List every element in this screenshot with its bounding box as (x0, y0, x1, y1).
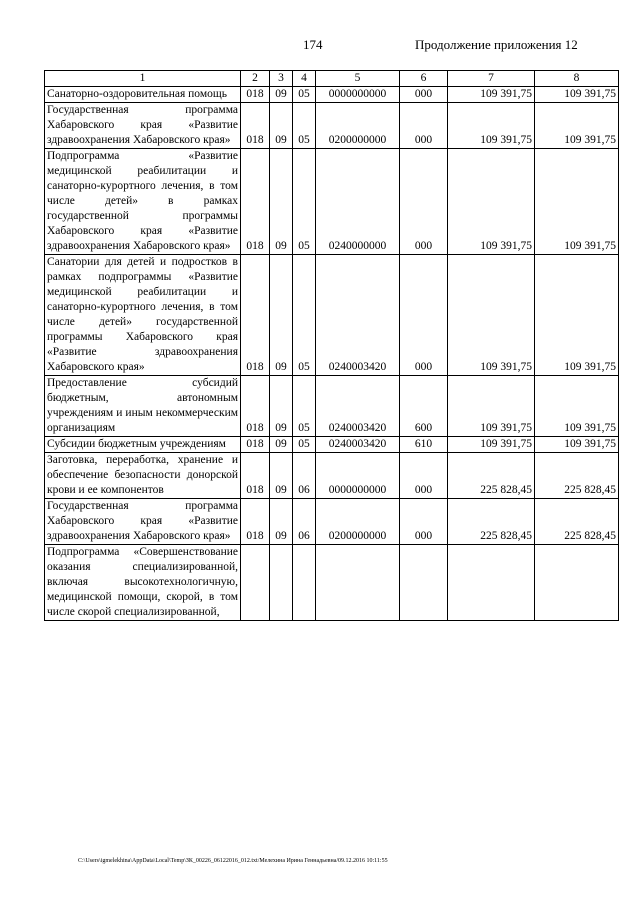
ministry-code: 018 (241, 499, 270, 545)
row-name: Санаторно-оздоровительная помощь (45, 87, 241, 103)
column-header: 1 (45, 71, 241, 87)
target-article-code: 0240003420 (316, 376, 400, 437)
table-row (45, 87, 619, 103)
subsection-code: 06 (293, 453, 316, 499)
amount-col7: 109 391,75 (448, 376, 535, 437)
column-header: 7 (448, 71, 535, 87)
section-code: 09 (270, 453, 293, 499)
amount-col7: 225 828,45 (448, 499, 535, 545)
expense-type-code: 000 (400, 255, 448, 376)
table-row (45, 499, 619, 545)
expense-type-code: 600 (400, 376, 448, 437)
target-article-code: 0240003420 (316, 255, 400, 376)
row-name: Подпрограмма «Развитие медицинской реабилитации и санаторно-курортного лечения, в том числе детей» в рамках государственной программы Хабаровского края «Развитие здравоохранения Хабаровского края» (45, 149, 241, 255)
table-row (45, 376, 619, 437)
ministry-code: 018 (241, 103, 270, 149)
amount-col7 (448, 545, 535, 621)
section-code: 09 (270, 103, 293, 149)
amount-col8: 109 391,75 (535, 87, 619, 103)
ministry-code: 018 (241, 87, 270, 103)
amount-col8: 109 391,75 (535, 376, 619, 437)
section-code: 09 (270, 149, 293, 255)
amount-col8: 109 391,75 (535, 437, 619, 453)
expense-type-code: 000 (400, 103, 448, 149)
amount-col8: 109 391,75 (535, 255, 619, 376)
section-code: 09 (270, 87, 293, 103)
table-row (45, 437, 619, 453)
subsection-code: 05 (293, 255, 316, 376)
subsection-code: 05 (293, 149, 316, 255)
subsection-code: 05 (293, 87, 316, 103)
amount-col7: 109 391,75 (448, 103, 535, 149)
amount-col7: 109 391,75 (448, 87, 535, 103)
amount-col8: 109 391,75 (535, 103, 619, 149)
amount-col8: 225 828,45 (535, 453, 619, 499)
row-name: Государственная программа Хабаровского края «Развитие здравоохранения Хабаровского края» (45, 499, 241, 545)
expense-type-code: 000 (400, 499, 448, 545)
row-name: Субсидии бюджетным учреждениям (45, 437, 241, 453)
amount-col8: 225 828,45 (535, 499, 619, 545)
ministry-code: 018 (241, 376, 270, 437)
amount-col7: 109 391,75 (448, 255, 535, 376)
column-header-row (45, 71, 619, 87)
section-code: 09 (270, 255, 293, 376)
table-row (45, 149, 619, 255)
row-name: Государственная программа Хабаровского края «Развитие здравоохранения Хабаровского края» (45, 103, 241, 149)
row-name: Заготовка, переработка, хранение и обеспечение безопасности донорской крови и ее компонентов (45, 453, 241, 499)
amount-col7: 109 391,75 (448, 149, 535, 255)
amount-col8 (535, 545, 619, 621)
section-code: 09 (270, 437, 293, 453)
ministry-code: 018 (241, 255, 270, 376)
column-header: 5 (316, 71, 400, 87)
expense-type-code: 000 (400, 87, 448, 103)
amount-col7: 225 828,45 (448, 453, 535, 499)
target-article-code: 0000000000 (316, 453, 400, 499)
subsection-code: 05 (293, 437, 316, 453)
column-header: 6 (400, 71, 448, 87)
table-row (45, 545, 619, 621)
subsection-code: 06 (293, 499, 316, 545)
ministry-code: 018 (241, 453, 270, 499)
table-row (45, 103, 619, 149)
subsection-code: 05 (293, 376, 316, 437)
footer-file-path: C:\Users\igmelekhina\AppData\Local\Temp\ЗК_00226_06122016_012.txt/Мелехина Ирина Геннадьевна/09.12.2016 10:11:55 (78, 858, 388, 864)
ministry-code: 018 (241, 437, 270, 453)
ministry-code (241, 545, 270, 621)
continuation-label: Продолжение приложения 12 (415, 37, 578, 52)
target-article-code: 0240000000 (316, 149, 400, 255)
target-article-code: 0200000000 (316, 499, 400, 545)
row-name: Подпрограмма «Совершенствование оказания специализированной, включая высокотехнологичную, медицинской помощи, скорой, в том числе скорой специализированной, (45, 545, 241, 621)
expense-type-code: 000 (400, 149, 448, 255)
row-name: Санатории для детей и подростков в рамках подпрограммы «Развитие медицинской реабилитации и санаторно-курортного лечения, в том числе детей» государственной программы Хабаровского края «Развитие здравоохранения Хабаровского края» (45, 255, 241, 376)
budget-table (44, 70, 619, 621)
expense-type-code: 610 (400, 437, 448, 453)
target-article-code: 0000000000 (316, 87, 400, 103)
amount-col7: 109 391,75 (448, 437, 535, 453)
row-name: Предоставление субсидий бюджетным, автономным учреждениям и иным некоммерческим организациям (45, 376, 241, 437)
target-article-code: 0240003420 (316, 437, 400, 453)
target-article-code (316, 545, 400, 621)
table-row (45, 255, 619, 376)
column-header: 4 (293, 71, 316, 87)
ministry-code: 018 (241, 149, 270, 255)
target-article-code: 0200000000 (316, 103, 400, 149)
page-number: 174 (303, 37, 323, 52)
table-row (45, 453, 619, 499)
column-header: 8 (535, 71, 619, 87)
expense-type-code: 000 (400, 453, 448, 499)
section-code (270, 545, 293, 621)
subsection-code (293, 545, 316, 621)
section-code: 09 (270, 499, 293, 545)
amount-col8: 109 391,75 (535, 149, 619, 255)
expense-type-code (400, 545, 448, 621)
column-header: 3 (270, 71, 293, 87)
section-code: 09 (270, 376, 293, 437)
column-header: 2 (241, 71, 270, 87)
subsection-code: 05 (293, 103, 316, 149)
